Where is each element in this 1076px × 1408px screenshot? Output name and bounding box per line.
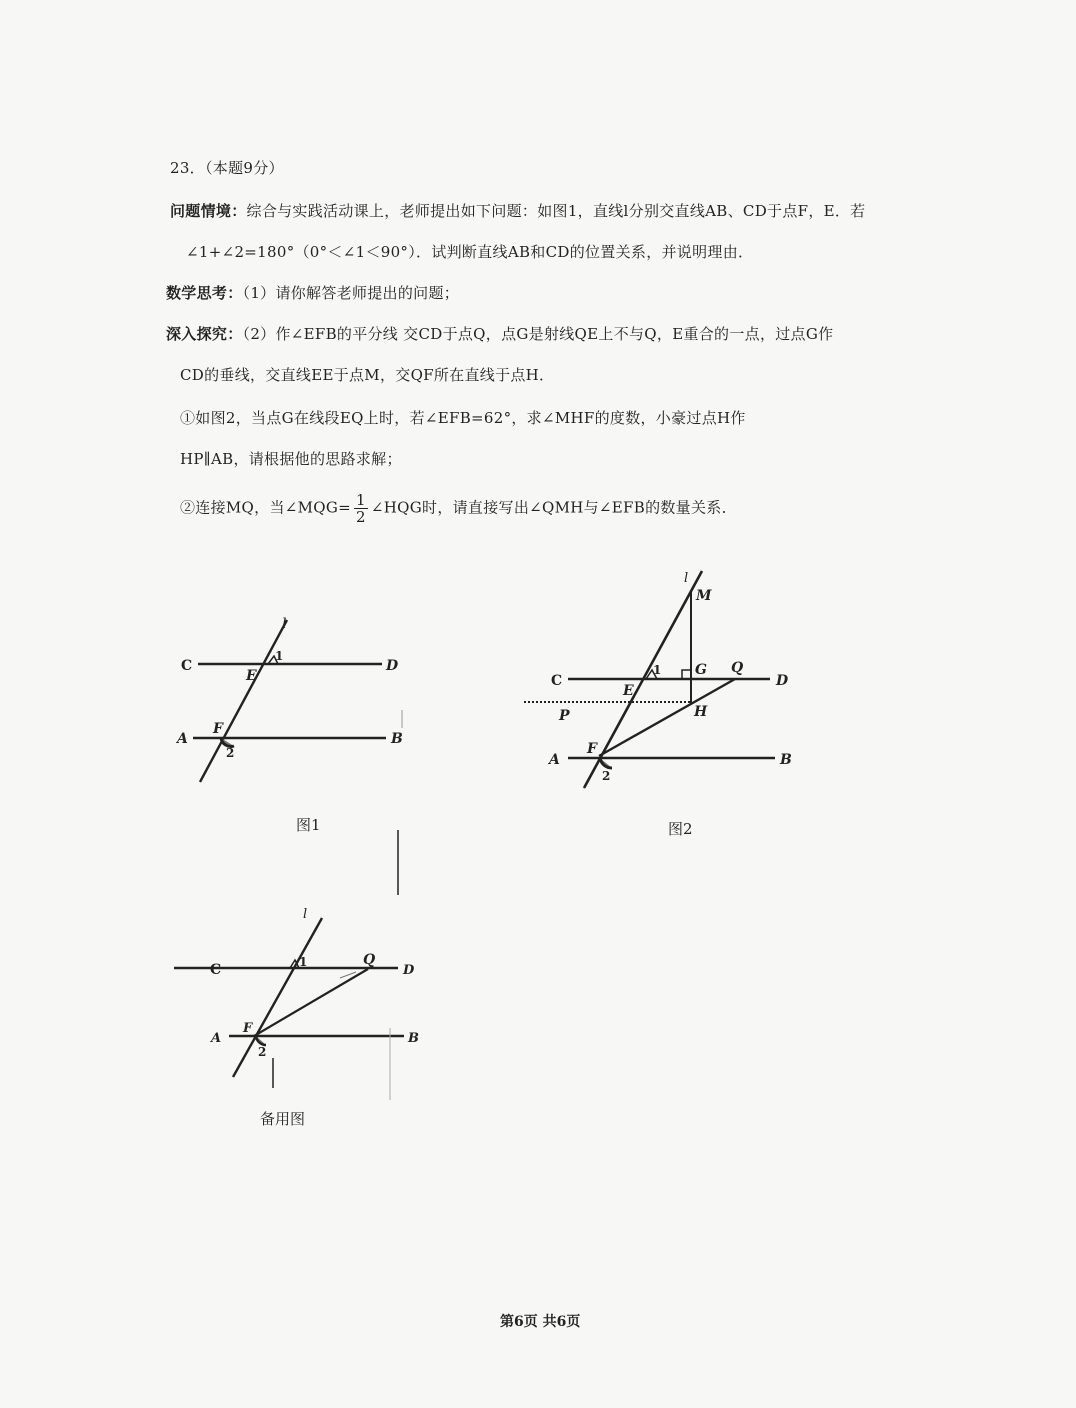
figure-1-caption: 图1 (296, 816, 321, 834)
fig3-label-d: D (403, 963, 415, 978)
fraction-numerator: 1 (356, 491, 366, 509)
figure-spare (174, 830, 419, 1100)
fig3-label-l: l (303, 907, 308, 922)
fig3-label-a: A (211, 1031, 222, 1046)
fig2-label-p: P (559, 708, 570, 724)
fig2-label-d: D (776, 673, 789, 689)
fig1-label-d: D (386, 658, 399, 674)
fig1-label-1: 1 (275, 649, 284, 663)
line-fq (599, 679, 735, 756)
part1-line-1: ①如图2，当点G在线段EQ上时，若∠EFB=62°，求∠MHF的度数，小豪过点H作 (180, 409, 746, 427)
fig2-label-l: l (684, 571, 689, 586)
fig3-label-1: 1 (299, 955, 308, 969)
part2-prefix: ②连接MQ，当∠MQG= (180, 498, 352, 517)
part1-line-2: HP∥AB，请根据他的思路求解； (180, 450, 402, 468)
fig1-label-l: l (282, 616, 287, 632)
figure-spare-caption: 备用图 (260, 1110, 306, 1128)
fig3-label-b: B (408, 1031, 419, 1046)
angle-2-mark (600, 758, 612, 768)
explore-line-2: CD的垂线，交直线EE于点M，交QF所在直线于点H． (180, 366, 555, 384)
figure-2 (524, 571, 792, 788)
think-text: （1）请你解答老师提出的问题； (242, 284, 460, 302)
fig3-label-f: F (243, 1021, 253, 1036)
line-l (233, 918, 322, 1077)
context-line-2: ∠1+∠2=180°（0°＜∠1＜90°）．试判断直线AB和CD的位置关系，并说明理由． (186, 243, 754, 261)
fig3-label-2: 2 (258, 1045, 267, 1059)
figure-1 (175, 616, 403, 782)
fig1-label-f: F (213, 721, 223, 737)
angle-2-mark (256, 1036, 266, 1045)
fig2-label-1: 1 (653, 663, 662, 677)
part2-suffix: ∠HQG时，请直接写出∠QMH与∠EFB的数量关系． (370, 498, 737, 517)
right-angle-mark (682, 670, 691, 679)
think-label: 数学思考： (166, 284, 243, 302)
fig1-label-c: C (181, 658, 193, 674)
fraction-denominator: 2 (356, 508, 366, 526)
fig2-label-h: H (694, 704, 708, 720)
fig3-label-c: C (210, 962, 222, 978)
fig2-label-f: F (587, 741, 597, 757)
context-text-1: 综合与实践活动课上，老师提出如下问题：如图1，直线l分别交直线AB、CD于点F，E．若 (246, 202, 866, 220)
fig1-label-e: E (246, 668, 257, 684)
fig1-label-a: A (177, 731, 188, 747)
fig2-label-e: E (623, 683, 634, 699)
fig2-label-m: M (696, 588, 712, 604)
fig3-label-q: Q (363, 952, 376, 968)
fig2-label-2: 2 (602, 769, 611, 783)
fig1-label-b: B (391, 731, 403, 747)
fig1-label-2: 2 (226, 746, 235, 760)
fig2-label-c: C (551, 673, 563, 689)
fig2-label-a: A (549, 752, 560, 768)
line-fq (254, 969, 368, 1036)
explore-label: 深入探究： (166, 325, 243, 343)
fig2-label-b: B (780, 752, 792, 768)
figure-2-caption: 图2 (668, 820, 693, 838)
fig2-label-q: Q (731, 660, 744, 676)
context-label: 问题情境： (170, 202, 247, 220)
page-footer: 第6页 共6页 (500, 1314, 581, 1330)
explore-text-1: （2）作∠EFB的平分线 交CD于点Q，点G是射线QE上不与Q，E重合的一点，过点G作 (242, 325, 834, 343)
line-l (200, 620, 287, 782)
fig2-label-g: G (695, 662, 707, 678)
problem-header: 23．（本题9分） (170, 159, 284, 177)
